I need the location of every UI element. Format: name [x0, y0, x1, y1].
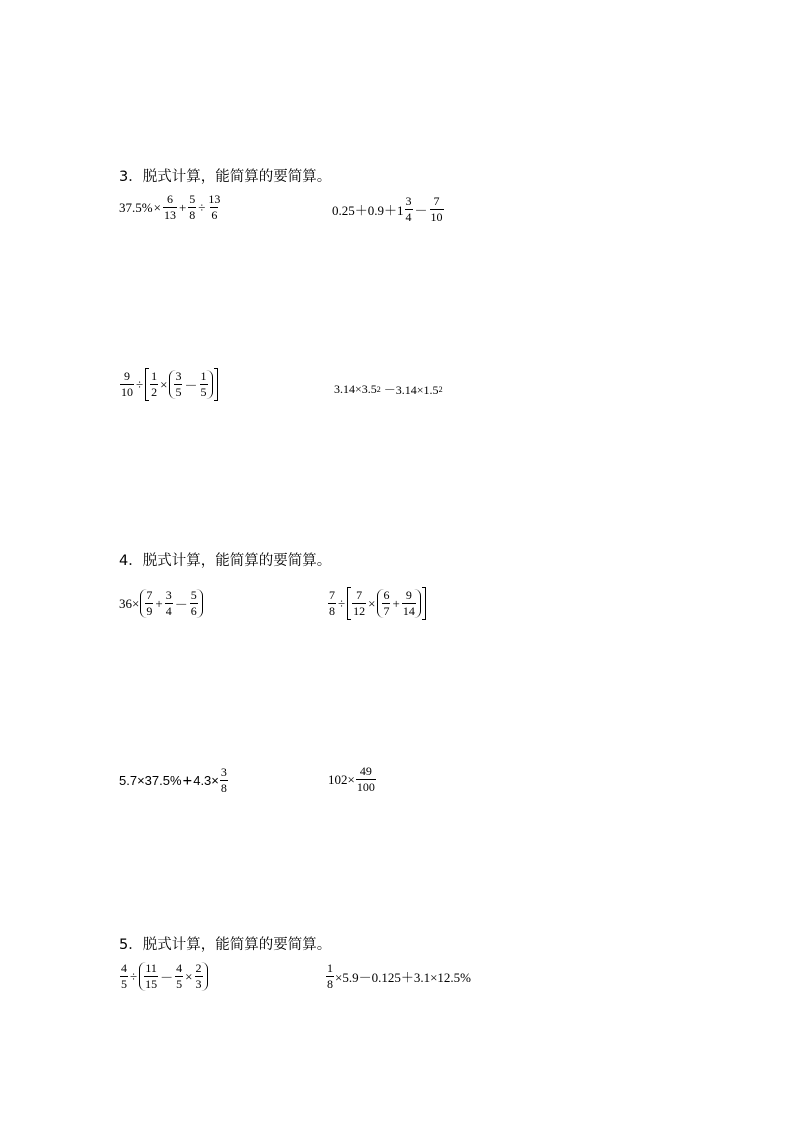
numerator: 1 [327, 961, 333, 975]
numerator: 3 [175, 369, 182, 383]
problem-4-2 [327, 589, 427, 618]
operator: － [414, 203, 428, 218]
denominator: 5 [175, 385, 182, 399]
denominator: 8 [220, 781, 227, 795]
denominator: 10 [121, 385, 133, 399]
operator: ÷ [338, 595, 346, 611]
fraction [200, 370, 208, 399]
numerator: 11 [145, 961, 157, 975]
fraction [165, 589, 173, 618]
fraction [352, 589, 366, 618]
parentheses [139, 962, 207, 991]
numerator: 5 [190, 588, 197, 602]
denominator: 8 [329, 604, 335, 618]
operator: + [182, 770, 193, 790]
operator: + [178, 199, 187, 215]
numerator: 7 [146, 588, 153, 602]
operator: ÷ [198, 199, 206, 215]
section-4-heading: 4．脱式计算，能简算的要简算。 [119, 553, 332, 569]
parentheses [140, 589, 202, 618]
denominator: 15 [145, 977, 158, 991]
term: 36× [119, 595, 140, 611]
operator: + [392, 595, 400, 611]
problem-4-3 [119, 766, 229, 795]
denominator: 3 [195, 977, 202, 991]
term: 3.14×3.5 [334, 382, 377, 396]
denominator: 7 [383, 604, 390, 618]
problem-4-4 [328, 765, 377, 794]
denominator: 2 [151, 385, 158, 399]
section-5-heading: 5．脱式计算，能简算的要简算。 [119, 937, 332, 953]
numerator: 3 [405, 194, 412, 208]
problem-3-2 [332, 195, 445, 224]
fraction [145, 589, 153, 618]
numerator: 2 [195, 961, 202, 975]
fraction [326, 962, 334, 991]
fraction [188, 193, 196, 222]
numerator: 13 [208, 192, 221, 206]
operator: － [184, 378, 198, 393]
numerator: 3 [220, 765, 227, 779]
denominator: 100 [356, 780, 375, 794]
numerator: 9 [405, 588, 412, 602]
operator: × [368, 595, 376, 611]
fraction [190, 589, 198, 618]
fraction [120, 370, 134, 399]
problem-5-2 [325, 962, 471, 991]
numerator: 1 [200, 369, 207, 383]
operator: ÷ [136, 376, 144, 392]
operator: － [174, 597, 188, 612]
fraction [356, 765, 376, 794]
term: 37.5% [119, 199, 153, 215]
denominator: 8 [327, 977, 333, 991]
term: 102× [328, 771, 355, 787]
term: 4.3× [193, 773, 219, 788]
operator: + [155, 595, 163, 611]
fraction [120, 962, 128, 991]
numerator: 1 [151, 369, 158, 383]
fraction [328, 589, 336, 618]
problem-5-1 [119, 962, 209, 991]
parentheses [377, 589, 420, 618]
denominator: 5 [200, 385, 207, 399]
term: ×5.9－0.125＋3.1×12.5% [335, 970, 471, 985]
denominator: 12 [353, 604, 366, 618]
denominator: 5 [121, 977, 127, 991]
fraction [405, 195, 413, 224]
numerator: 6 [383, 588, 390, 602]
problem-3-3 [119, 370, 219, 399]
numerator: 4 [176, 961, 183, 975]
fraction [430, 195, 444, 224]
denominator: 14 [402, 604, 415, 618]
denominator: 6 [190, 604, 197, 618]
fraction [195, 962, 203, 991]
denominator: 5 [176, 977, 183, 991]
denominator: 9 [146, 604, 153, 618]
parentheses [169, 370, 212, 399]
square-brackets [145, 370, 217, 399]
numerator: 6 [166, 192, 173, 206]
problem-4-1 [119, 589, 204, 618]
numerator: 3 [165, 588, 172, 602]
term: －3.14×1.5 [383, 383, 439, 397]
square-brackets [347, 589, 426, 618]
numerator: 4 [121, 961, 127, 975]
denominator: 10 [430, 210, 443, 224]
numerator: 7 [356, 588, 363, 602]
denominator: 4 [405, 210, 412, 224]
numerator: 9 [124, 369, 130, 383]
problem-3-1 [119, 193, 222, 222]
denominator: 13 [163, 208, 176, 222]
fraction [163, 193, 177, 222]
numerator: 5 [189, 192, 196, 206]
fraction [207, 193, 221, 222]
numerator: 49 [359, 764, 372, 778]
fraction [150, 370, 158, 399]
fraction [220, 766, 228, 795]
denominator: 6 [211, 208, 218, 222]
section-3-heading: 3．脱式计算，能简算的要简算。 [119, 169, 332, 185]
operator: × [153, 199, 161, 215]
fraction [402, 589, 416, 618]
numerator: 7 [433, 194, 440, 208]
fraction [144, 962, 158, 991]
fraction [382, 589, 390, 618]
operator: × [185, 968, 193, 984]
denominator: 4 [165, 604, 172, 618]
fraction [174, 370, 182, 399]
denominator: 8 [189, 208, 196, 222]
operator: － [160, 970, 174, 985]
operator: × [160, 376, 168, 392]
fraction [175, 962, 183, 991]
term: 5.7×37.5% [119, 773, 182, 788]
operator: ÷ [130, 968, 138, 984]
numerator: 7 [329, 588, 335, 602]
term: 0.25＋0.9＋1 [332, 203, 404, 218]
problem-3-4: 3.14×3.5 2 －3.14×1.5 2 [334, 382, 443, 397]
